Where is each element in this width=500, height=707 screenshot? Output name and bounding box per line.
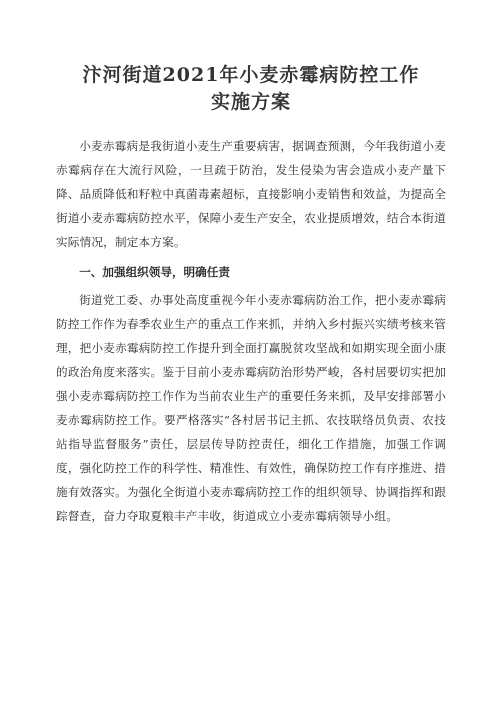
document-body bbox=[56, 134, 446, 528]
document-title bbox=[56, 62, 446, 116]
title-line-1: 汴河街道2021年小麦赤霉病防控工作 bbox=[82, 64, 420, 86]
section-1-heading: 一、加强组织领导，明确任责 bbox=[79, 265, 230, 279]
title-line-2: 实施方案 bbox=[210, 91, 291, 113]
section-1-paragraph: 街道党工委、办事处高度重视今年小麦赤霉病防治工作，把小麦赤霉病防控工作作为春季农业生产的重点工作来抓，并纳入乡村振兴实绩考核来管理，把小麦赤霉病防控工作提升到全面打赢脱贫攻坚战和如期实现全面小康的政治角度来落实。鉴于目前小麦赤霉病防治形势严峻，各村居要切实把加强小麦赤霉病防控工作作为当前农业生产的重要任务来抓，及早安排部署小麦赤霉病防控工作。要严格落实“各村居书记主抓、农技联络员负责、农技站指导监督服务”责任，层层传导防控责任，细化工作措施，加强工作调度，强化防控工作的科学性、精准性、有效性，确保防控工作有序推进、措施有效落实。为强化全街道小麦赤霉病防控工作的组织领导、协调指挥和跟踪督查，奋力夺取夏粮丰产丰收，街道成立小麦赤霉病领导小组。 bbox=[56, 293, 446, 523]
intro-paragraph: 小麦赤霉病是我街道小麦生产重要病害，据调查预测，今年我街道小麦赤霉病存在大流行风险，一旦疏于防治，发生侵染为害会造成小麦产量下降、品质降低和籽粒中真菌毒素超标，直接影响小麦销售和效益，为提高全街道小麦赤霉病防控水平，保障小麦生产安全，农业提质增效，结合本街道实际情况，制定本方案。 bbox=[56, 139, 446, 249]
